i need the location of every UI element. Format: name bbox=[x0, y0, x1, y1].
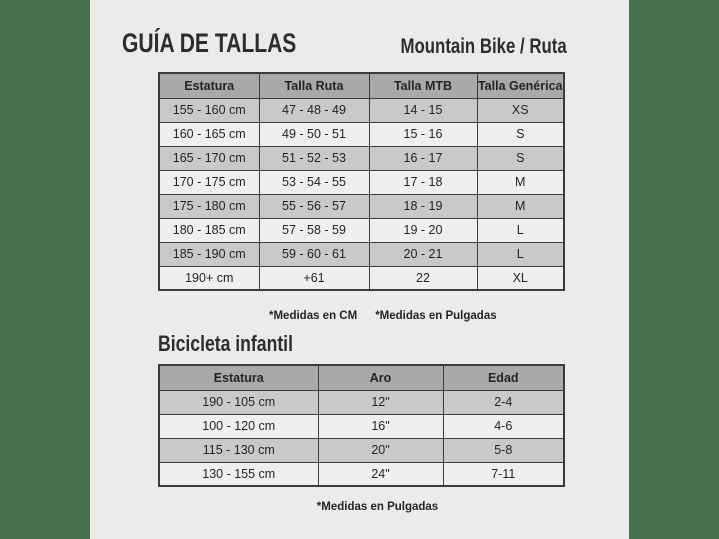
table-cell: 47 - 48 - 49 bbox=[259, 98, 369, 122]
column-header: Estatura bbox=[159, 73, 259, 98]
column-header: Talla MTB bbox=[369, 73, 477, 98]
header-row bbox=[159, 365, 564, 390]
table-cell: XS bbox=[477, 98, 564, 122]
page-title: GUÍA DE TALLAS bbox=[122, 28, 297, 58]
table-cell: 57 - 58 - 59 bbox=[259, 218, 369, 242]
table-row bbox=[159, 462, 564, 486]
table-cell: 130 - 155 cm bbox=[159, 462, 318, 486]
adult-size-table bbox=[158, 72, 565, 291]
table-row bbox=[159, 146, 564, 170]
table-cell: 175 - 180 cm bbox=[159, 194, 259, 218]
table-cell: 15 - 16 bbox=[369, 122, 477, 146]
table-cell: 18 - 19 bbox=[369, 194, 477, 218]
kids-size-table bbox=[158, 364, 565, 487]
table-cell: 165 - 170 cm bbox=[159, 146, 259, 170]
right-green-band bbox=[629, 0, 719, 539]
table-cell: 16 - 17 bbox=[369, 146, 477, 170]
table-cell: 185 - 190 cm bbox=[159, 242, 259, 266]
table-cell: 49 - 50 - 51 bbox=[259, 122, 369, 146]
column-header: Estatura bbox=[159, 365, 318, 390]
table-cell: M bbox=[477, 194, 564, 218]
table-cell: L bbox=[477, 218, 564, 242]
table-cell: 20" bbox=[318, 438, 443, 462]
header-row bbox=[159, 73, 564, 98]
table-row bbox=[159, 218, 564, 242]
table-cell: 100 - 120 cm bbox=[159, 414, 318, 438]
table-cell: 190+ cm bbox=[159, 266, 259, 290]
table-cell: 190 - 105 cm bbox=[159, 390, 318, 414]
table-cell: 160 - 165 cm bbox=[159, 122, 259, 146]
kids-table-footnote: *Medidas en Pulgadas bbox=[316, 501, 439, 513]
table-cell: S bbox=[477, 146, 564, 170]
table-row bbox=[159, 122, 564, 146]
table-row bbox=[159, 242, 564, 266]
column-header: Talla Ruta bbox=[259, 73, 369, 98]
table-cell: XL bbox=[477, 266, 564, 290]
table-cell: +61 bbox=[259, 266, 369, 290]
table-cell: 4-6 bbox=[443, 414, 564, 438]
page-subtitle: Mountain Bike / Ruta bbox=[400, 35, 567, 58]
footnote-inches: *Medidas en Pulgadas bbox=[375, 310, 497, 322]
table-cell: 59 - 60 - 61 bbox=[259, 242, 369, 266]
table-cell: 14 - 15 bbox=[369, 98, 477, 122]
table-row bbox=[159, 98, 564, 122]
table-row bbox=[159, 414, 564, 438]
guide-header bbox=[122, 28, 567, 59]
table-cell: 53 - 54 - 55 bbox=[259, 170, 369, 194]
guide-content bbox=[90, 0, 629, 539]
table-cell: 20 - 21 bbox=[369, 242, 477, 266]
table-cell: S bbox=[477, 122, 564, 146]
table-cell: 2-4 bbox=[443, 390, 564, 414]
table-cell: 12" bbox=[318, 390, 443, 414]
footnote-cm: *Medidas en CM bbox=[269, 310, 358, 322]
table-cell: 115 - 130 cm bbox=[159, 438, 318, 462]
table-cell: 5-8 bbox=[443, 438, 564, 462]
left-green-band bbox=[0, 0, 90, 539]
size-table-footnotes bbox=[269, 310, 497, 322]
table-row bbox=[159, 194, 564, 218]
table-row bbox=[159, 438, 564, 462]
kids-section-title: Bicicleta infantil bbox=[158, 331, 293, 356]
table-cell: 22 bbox=[369, 266, 477, 290]
table-cell: 55 - 56 - 57 bbox=[259, 194, 369, 218]
column-header: Edad bbox=[443, 365, 564, 390]
table-cell: 19 - 20 bbox=[369, 218, 477, 242]
table-cell: M bbox=[477, 170, 564, 194]
table-cell: 51 - 52 - 53 bbox=[259, 146, 369, 170]
table-row bbox=[159, 266, 564, 290]
table-cell: 155 - 160 cm bbox=[159, 98, 259, 122]
table-row bbox=[159, 170, 564, 194]
column-header: Talla Genérica bbox=[477, 73, 564, 98]
table-cell: 17 - 18 bbox=[369, 170, 477, 194]
table-cell: L bbox=[477, 242, 564, 266]
table-row bbox=[159, 390, 564, 414]
table-cell: 24" bbox=[318, 462, 443, 486]
table-cell: 170 - 175 cm bbox=[159, 170, 259, 194]
table-cell: 180 - 185 cm bbox=[159, 218, 259, 242]
table-cell: 16" bbox=[318, 414, 443, 438]
table-cell: 7-11 bbox=[443, 462, 564, 486]
column-header: Aro bbox=[318, 365, 443, 390]
